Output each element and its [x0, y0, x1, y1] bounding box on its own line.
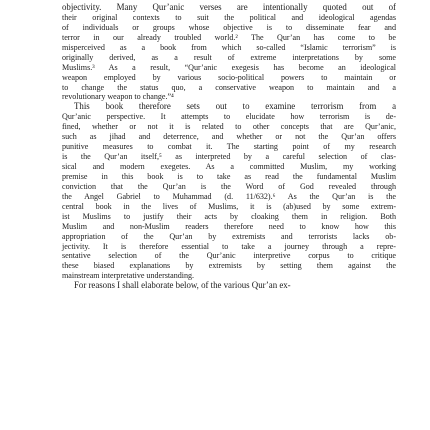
text-line: fined, whether or not it is related to other concepts that are Qur’anic,	[62, 122, 396, 132]
text-line: sical and modern exegetes. As a committed Muslim, my working	[62, 162, 396, 171]
body-text	[62, 3, 396, 291]
text-line: This book therefore sets out to examine terrorism from a	[74, 101, 396, 112]
text-line: terror in our already troubled world.² The Qur’an has come to be	[62, 32, 396, 42]
text-line: jectivity. It is therefore essential to take a journey through a repre-	[62, 241, 396, 251]
text-line: is the Qur’an itself,⁵ as interpreted by a careful selection of clas-	[62, 152, 396, 162]
text-line: to change the status quo, a conservative weapon to maintain and a	[62, 82, 396, 92]
text-line: such as jihad and deterrence, and whether or not the Qur’an offers	[62, 132, 396, 142]
text-line: Qur’anic perspective. It attempts to elucidate how terrorism is de-	[62, 112, 396, 122]
text-line: conviction that the Qur’an is the Word of God revealed through	[62, 181, 396, 191]
text-line: revolutionary weapon to change.”⁴	[62, 92, 174, 102]
text-line: the Angel Gabriel to Muhammad (d. 11/632).⁶ As the Qur’an is the	[62, 191, 396, 201]
text-line: ist Muslims to justify their acts by cloaking them in religion. Both	[62, 211, 396, 221]
text-line: these biased explanations by extremists by setting them against the	[62, 261, 396, 271]
text-line: punitive measures to combat it. The starting point of my research	[62, 142, 396, 152]
text-line: of individuals or groups whose objective is to disseminate fear and	[62, 22, 396, 32]
text-line: central book in the lives of Muslims, it is (ab)used by some extrem-	[62, 201, 396, 211]
text-line: mainstream interpretative understanding.	[62, 271, 195, 281]
text-line: premise in this book is to take as read the fundamental Muslim	[62, 171, 396, 181]
text-line: sentative selection of the Qur’anic interpretive corpus to critique	[62, 251, 396, 261]
text-line: Muslims.³ As a result, “Qur’anic exegesis has become an ideological	[62, 62, 396, 72]
text-line: originally derived, as a result of extreme interpretations by some	[62, 52, 396, 62]
text-line: appropriation of the Qur’an by extremists and terrorists lacks ob-	[62, 231, 396, 241]
text-line: their original contexts to suit the political and ideological agendas	[62, 12, 396, 22]
text-line: misperceived as a book from which so-called “Islamic terrorism” is	[62, 42, 396, 52]
text-line: objectivity. Many Qur’anic verses are intentionally quoted out of	[62, 2, 396, 12]
text-line: For reasons I shall elaborate below, of the various Qur’an ex-	[74, 280, 291, 291]
text-line: weapon employed by various socio-political powers to maintain or	[62, 72, 396, 82]
text-line: Muslim and non-Muslim readers therefore need to know how this	[62, 221, 396, 231]
